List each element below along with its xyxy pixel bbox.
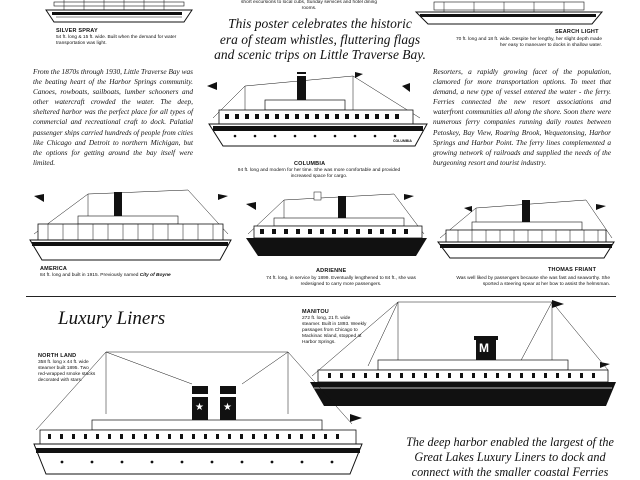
- north-land-illustration: [32, 344, 364, 480]
- america-illustration: [28, 186, 233, 266]
- silver-spray-caption: 54 ft. long & 15 ft. wide. Built when the demand for water transportation was light.: [56, 35, 177, 46]
- columbia-name: COLUMBIA: [294, 161, 326, 167]
- search-light-name: SEARCH LIGHT: [555, 29, 599, 35]
- bottom-text: [392, 435, 628, 480]
- right-body-column: Resorters, a rapidly growing facet of the population, clamored for more transportation options. To meet that demand, a new type of vessel entered the water - the ferry. Ferries connected the new resort associations and waterfront communities all along the shore. Soon there were numerous ferry companies running daily routes between Petoskey, Bay View, Roaring Brook, Wequetonsing, Harbor Springs and Harbor Point. The ferry lines complemented a growing network of railroads and supplied the needs of the burgeoning resort and tourist industry.: [433, 67, 611, 167]
- svg-text:★: ★: [195, 402, 204, 413]
- search-light-caption: 70 ft. long and 18 ft. wide. Despite her lengthy, her slight depth made her easy to maneuver to docks in shallow water.: [455, 37, 602, 48]
- top-caption: short excursions to local cubs, Sunday services and hotel dining rooms.: [241, 0, 377, 11]
- left-body-column: From the 1870s through 1930, Little Traverse Bay was the beating heart of the Harbor Springs community. Canoes, rowboats, sailboats, lumber schooners and other watercraft crowded the water. The deep, sheltered harbor was the perfect place for all types of commercial and recreational craft to dock. Palatial passenger ships carried hundreds of people from cities like Chicago and Detroit to northern Michigan, but the options for getting around the bay itself were limited.: [33, 67, 193, 167]
- columbia-hull-label: COLUMBIA: [393, 139, 412, 143]
- manitou-funnel-letter: M: [479, 341, 489, 355]
- america-caption-text: 84 ft. long and built in 1915. Previously named: [40, 273, 139, 278]
- headline-line-2: era of steam whistles, fluttering flags: [219, 31, 421, 47]
- search-light-illustration: [414, 0, 604, 26]
- thomas-friant-illustration: [436, 194, 616, 264]
- silver-spray-name: SILVER SPRAY: [56, 28, 98, 34]
- bottom-text-line-3: connect with the smaller coastal Ferries: [411, 465, 609, 479]
- columbia-illustration: [205, 68, 430, 160]
- columbia-caption: 94 ft. long and modern for her time. She was more comfortable and provided increased space for cargo.: [237, 168, 401, 179]
- headline-line-1: This poster celebrates the historic: [228, 16, 412, 31]
- bottom-text-line-1: The deep harbor enabled the largest of the: [406, 435, 614, 449]
- north-land-caption: 358 ft. long x 44 ft. wide steamer built 1895. Two red-wrapped smoke stacks decorated with stars.: [38, 360, 96, 383]
- america-caption: [40, 273, 210, 279]
- headline-line-3: and scenic trips on Little Traverse Bay.: [214, 47, 426, 62]
- manitou-name: MANITOU: [302, 309, 329, 315]
- thomas-friant-name: THOMAS FRIANT: [548, 267, 597, 273]
- manitou-caption: 272 ft. long, 21 ft. wide steamer. Built in 1893. Weekly passages from Chicago to Mackinac Island, stopped at Harbor Springs.: [302, 316, 367, 345]
- luxury-liners-title: Luxury Liners: [58, 308, 166, 329]
- adrienne-caption: 74 ft. long, in service by 1899. Eventually lengthened to 84 ft., she was redesigned to carry more passengers.: [266, 276, 416, 287]
- america-name: AMERICA: [40, 266, 68, 272]
- thomas-friant-caption: Was well liked by passengers because she was fast and seaworthy. She sported a steering spear at her bow to assist the helmsman.: [456, 276, 610, 287]
- america-caption-italic: City of Boyne: [139, 273, 171, 278]
- bottom-text-line-2: Great Lakes Luxury Liners to dock and: [414, 450, 606, 464]
- svg-text:★: ★: [223, 402, 232, 413]
- adrienne-name: ADRIENNE: [316, 268, 347, 274]
- adrienne-illustration: [244, 190, 429, 260]
- north-land-name: NORTH LAND: [38, 353, 77, 359]
- silver-spray-illustration: [44, 0, 194, 24]
- headline: [200, 16, 440, 63]
